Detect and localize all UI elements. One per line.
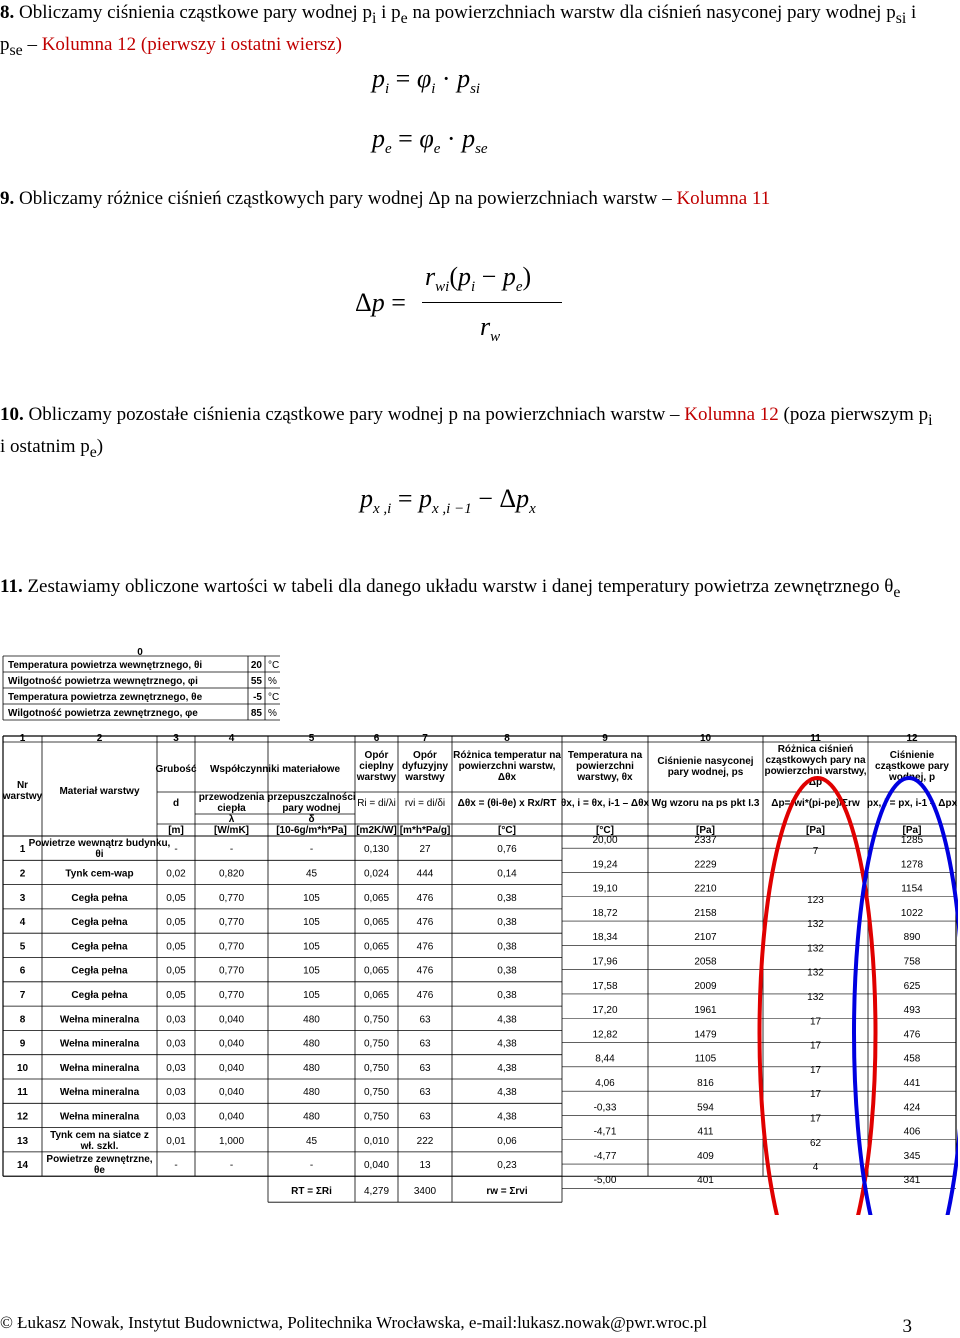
row-number: 5 [19,941,26,953]
unit-c1: [°C] [498,825,516,836]
cell-theta: 20,00 [592,835,618,846]
cell-dtheta: 0,38 [497,892,517,904]
cell-d: 0,05 [166,965,186,977]
cell-delta: 105 [303,989,320,1001]
cell-lambda: 0,820 [218,868,245,880]
equation-numerator: $r_{wi}(p_i - p_e)$ [425,262,532,296]
column-number: 4 [228,733,235,744]
cell-d: - [174,1160,178,1172]
cell-p: 341 [903,1175,921,1187]
cell-p: 493 [903,1005,921,1017]
cell-r: 0,750 [363,1062,390,1074]
cell-rv: 476 [416,989,434,1001]
total-rt-value: 4,279 [363,1186,390,1198]
header-grubosc: Grubość [155,764,197,775]
row-number: 14 [16,1160,29,1172]
header-opor-cieplny: cieplny [359,761,394,772]
cell-theta: -0,33 [593,1102,617,1114]
cell-dtheta: 4,38 [497,1038,517,1050]
total-rw-label: rw = Σrvi [486,1186,528,1198]
section-number: 9. [0,188,15,209]
unit-pa1: [Pa] [696,825,715,836]
cell-ps: 1479 [694,1029,717,1041]
cell-d: 0,03 [166,1111,186,1123]
column-number: 12 [906,733,918,744]
cell-d: 0,03 [166,1038,186,1050]
cell-delta: 480 [303,1111,320,1123]
cell-theta: 17,96 [592,956,618,968]
param-value: 20 [250,660,262,671]
header-nr: warstwy [2,791,43,802]
column-number: 9 [602,733,608,744]
cell-p: 345 [903,1150,921,1162]
header-d: d [172,798,180,809]
cell-p: 758 [903,956,921,968]
cell-delta: 105 [303,965,320,977]
material-name: Wełna mineralna [59,1062,140,1074]
cell-ps: 401 [697,1175,714,1187]
column-number: 11 [810,733,821,744]
cell-rv: 13 [419,1160,431,1172]
cell-r: 0,750 [363,1038,390,1050]
cell-dtheta: 4,38 [497,1111,517,1123]
cell-rv: 444 [416,868,434,880]
subscript: e [893,583,901,601]
cell-dp: 132 [807,967,824,979]
row-number: 3 [19,892,26,904]
cell-lambda: 0,040 [218,1087,245,1099]
cell-theta: 17,20 [592,1005,618,1017]
header-opor-dyf: Opór [413,750,437,761]
header-wg-formula: Wg wzoru na ps pkt I.3 [651,798,760,809]
column-reference: Kolumna 12 [684,404,779,425]
header-roznica-temp: powierzchni warstw, [458,761,556,772]
cell-p: 625 [903,980,921,992]
cell-r: 0,130 [363,844,390,856]
cell-d: 0,05 [166,892,186,904]
param-value: 85 [250,708,262,719]
cell-rv: 476 [416,892,434,904]
cell-theta: 19,24 [592,859,618,871]
cell-delta: 480 [303,1014,320,1026]
cell-r: 0,065 [363,989,390,1001]
material-name: Cegła pełna [71,941,128,953]
param-unit: °C [268,692,280,703]
cell-delta: - [309,844,314,856]
section-text: ) [96,435,104,457]
unit-pa2: [Pa] [806,825,825,836]
section-10 [0,402,940,466]
cell-lambda: 0,770 [218,917,245,929]
header-przewodzenie: przewodzenia [198,792,265,803]
section-text: i p [376,2,401,23]
cell-theta: -4,71 [593,1126,617,1138]
cell-delta: - [309,1160,314,1172]
row-number: 12 [16,1111,29,1123]
cell-theta: -5,00 [593,1175,617,1187]
cell-theta: -4,77 [593,1150,617,1162]
cell-delta: 480 [303,1038,320,1050]
fraction-bar [422,302,562,303]
header-cisnienie-cz: Ciśnienie [889,750,935,761]
header-nr: Nr [16,780,29,791]
footer: © Łukasz Nowak, Instytut Budownictwa, Politechnika Wrocławska, e-mail:lukasz.nowak@pwr.wroc.pl [0,1313,707,1332]
cell-r: 0,065 [363,941,390,953]
section-number: 10. [0,404,24,425]
page-number: 3 [902,1316,912,1337]
section-text: (poza pierwszym p [778,404,929,425]
cell-rv: 63 [419,1062,431,1074]
cell-dtheta: 4,38 [497,1087,517,1099]
equation-delta-p: Δp = [355,288,406,317]
material-name: Wełna mineralna [59,1111,140,1123]
cell-r: 0,750 [363,1111,390,1123]
cell-p: 1022 [900,907,924,919]
param-value: -5 [253,692,262,703]
header-wspolczynniki: Współczynniki materiałowe [209,764,341,775]
material-name: Cegła pełna [71,989,128,1001]
equation-pi: $p_i = \varphi_i \cdot p_{si}$ [372,64,481,98]
cell-p: 476 [903,1029,921,1041]
section-8 [0,0,940,64]
tables-svg [0,648,958,1215]
cell-ps: 2337 [694,835,717,846]
cell-p: 424 [903,1102,921,1114]
cell-p: 1285 [900,835,924,846]
equation-pe: $p_e = \varphi_e \cdot p_{se}$ [372,124,488,158]
cell-theta: 18,72 [592,907,618,919]
header-lambda: λ [228,814,235,825]
header-cisnienie-cz: cząstkowe pary [875,761,949,772]
material-name: Powietrze wewnątrz budynku, [28,838,171,850]
header-opor-dyf: dyfuzyjny [401,761,449,772]
header-dp-formula: Δp=rwi*(pi-pe)/Σrw [771,798,860,809]
cell-ps: 2229 [694,859,717,871]
subscript: e [89,443,97,461]
material-name: θe [94,1165,105,1177]
cell-dtheta: 0,38 [497,989,517,1001]
section-9 [0,186,940,212]
column-number: 3 [173,733,179,744]
cell-delta: 105 [303,917,320,929]
cell-dp: 132 [807,919,824,931]
cell-dp: 132 [807,943,824,955]
cell-delta: 105 [303,941,320,953]
row-number: 6 [19,965,26,977]
cell-ps: 1961 [694,1005,717,1017]
section-text: Obliczamy pozostałe ciśnienia cząstkowe pary wodnej p na powierzchniach warstw – [28,404,685,425]
column-number: 2 [96,733,103,744]
material-name: Tynk cem-wap [65,868,134,880]
cell-theta: 4,06 [595,1078,615,1089]
column-number: 7 [422,733,428,744]
header-delta: δ [308,814,315,825]
row-number: 4 [19,917,26,929]
section-text: Obliczamy ciśnienia cząstkowe pary wodnej p [19,2,372,23]
cell-dp: 132 [807,991,824,1003]
row-number: 9 [19,1038,26,1050]
cell-d: - [174,844,178,856]
material-name: Wełna mineralna [59,1038,140,1050]
cell-lambda: 1,000 [218,1135,245,1147]
cell-dtheta: 0,38 [497,941,517,953]
column-number: 1 [19,733,26,744]
cell-d: 0,05 [166,989,186,1001]
cell-p: 406 [903,1126,921,1138]
header-temp-pow: powierzchni [576,761,634,772]
row-number: 10 [16,1062,29,1074]
unit-delta: [10-6g/m*h*Pa] [276,825,347,836]
cell-d: 0,03 [166,1062,186,1074]
header-przepuszczalnosc: pary wodnej [282,803,341,814]
unit-r: [m2K/W] [356,825,397,836]
section-number: 11. [0,576,23,597]
cell-dtheta: 0,76 [497,844,517,856]
param-unit: % [268,676,277,687]
cell-r: 0,024 [363,868,390,880]
cell-rv: 63 [419,1038,431,1050]
cell-ps: 2158 [694,907,717,919]
cell-dtheta: 0,06 [497,1135,517,1147]
section-text: Obliczamy różnice ciśnień cząstkowych pary wodnej Δp na powierzchniach warstw – [19,188,677,209]
cell-ps: 2058 [694,956,717,968]
cell-d: 0,01 [166,1135,186,1147]
param-label: Temperatura powietrza wewnętrznego, θi [8,660,203,671]
cell-dp: 17 [809,1064,822,1076]
cell-p: 1278 [900,859,924,871]
material-name: θi [95,849,104,861]
cell-dtheta: 4,38 [497,1062,517,1074]
column-number: 5 [308,733,315,744]
cell-rv: 476 [416,965,434,977]
row-number: 2 [19,868,26,880]
material-name: Tynk cem na siatce z [50,1129,149,1141]
header-theta-formula: θx, i = θx, i-1 – Δθx [560,798,650,809]
cell-dtheta: 4,38 [497,1014,517,1026]
cell-dtheta: 0,14 [497,868,517,880]
param-label: Wilgotność powietrza wewnętrznego, φi [8,676,198,687]
section-text: i p [0,2,917,55]
cell-delta: 45 [305,1135,318,1147]
section-text: na powierzchniach warstw dla ciśnień nasyconej pary wodnej p [407,2,896,23]
cell-rv: 63 [419,1087,431,1099]
param-value: 55 [250,676,262,687]
section-11 [0,574,940,606]
subscript: se [9,41,23,59]
header-przewodzenie: ciepła [217,803,246,814]
row-number: 8 [19,1014,26,1026]
material-name: Cegła pełna [71,917,128,929]
cell-d: 0,03 [166,1014,186,1026]
cell-lambda: 0,040 [218,1038,245,1050]
header-roznica-cisn: powierzchni warstwy, [764,766,867,777]
cell-dtheta: 0,38 [497,917,517,929]
header-opor-dyf: warstwy [405,772,445,783]
subscript: i [928,411,933,429]
unit-rv: [m*h*Pa/g] [399,825,451,836]
cell-ps: 2009 [694,980,717,992]
cell-lambda: 0,770 [218,892,245,904]
cell-delta: 45 [305,868,318,880]
header-roznica-cisn: Δp [808,777,823,788]
material-name: Powietrze zewnętrzne, [46,1154,153,1166]
header-material: Materiał warstwy [59,786,140,797]
cell-lambda: - [229,844,234,856]
section-text: Zestawiamy obliczone wartości w tabeli dla danego układu warstw i danej temperatury powietrza zewnętrznego θ [27,576,894,597]
subscript: si [895,9,907,27]
param-header: 0 [137,648,143,658]
cell-dp: 17 [809,1089,822,1101]
header-roznica-cisn: cząstkowych pary na [765,755,866,766]
header-dtheta-formula: Δθx = (θi-θe) x Rx/RT [457,798,557,809]
material-name: Wełna mineralna [59,1087,140,1099]
cell-rv: 63 [419,1111,431,1123]
cell-r: 0,040 [363,1160,390,1172]
cell-dp: 7 [812,846,819,858]
row-number: 7 [19,989,26,1001]
cell-rv: 63 [419,1014,431,1026]
cell-lambda: 0,770 [218,989,245,1001]
unit-d: [m] [168,825,184,836]
cell-ps: 411 [697,1126,714,1138]
cell-d: 0,05 [166,917,186,929]
cell-p: 1154 [901,883,923,895]
row-number: 13 [16,1135,29,1147]
cell-d: 0,02 [166,868,186,880]
equation-denominator: $r_w$ [480,312,501,346]
cell-r: 0,010 [363,1135,390,1147]
material-name: Wełna mineralna [59,1014,140,1026]
cell-theta: 19,10 [592,883,618,895]
header-temp-pow: warstwy, θx [577,772,633,783]
header-przepuszczalnosc: przepuszczalności [267,792,356,803]
unit-pa3: [Pa] [902,825,922,836]
cell-lambda: 0,770 [218,965,245,977]
header-rvi-formula: rvi = di/δi [404,798,446,809]
cell-rv: 222 [416,1135,434,1147]
section-number: 8. [0,2,15,23]
cell-dp: 17 [809,1113,822,1125]
cell-ps: 409 [697,1150,714,1162]
cell-dtheta: 0,38 [497,965,517,977]
cell-theta: 18,34 [592,932,618,944]
column-number: 10 [699,733,712,744]
cell-delta: 480 [303,1062,320,1074]
section-text: i ostatnim p [0,435,90,457]
column-number: 8 [504,733,510,744]
cell-lambda: - [229,1160,234,1172]
row-number: 11 [17,1087,28,1099]
header-roznica-temp: Δθx [497,772,517,783]
cell-rv: 27 [419,844,431,856]
cell-dp: 4 [812,1162,819,1174]
cell-ps: 2107 [694,932,717,944]
header-opor-cieplny: warstwy [356,772,397,783]
column-number: 6 [373,733,380,744]
cell-d: 0,03 [166,1087,186,1099]
header-cisnienie-cz: wodnej, p [888,772,936,783]
column-reference: Kolumna 12 (pierwszy i ostatni wiersz) [41,33,342,55]
material-name: wł. szkl. [80,1140,119,1152]
param-label: Temperatura powietrza zewnętrznego, θe [8,692,203,703]
cell-rv: 476 [416,917,434,929]
cell-dtheta: 0,23 [497,1160,517,1172]
param-unit: °C [268,660,280,671]
cell-ps: 1105 [694,1053,717,1065]
header-roznica-temp: Różnica temperatur na [453,750,561,761]
cell-theta: 8,44 [595,1053,615,1065]
cell-r: 0,750 [363,1087,390,1099]
header-cisnienie-nas: Ciśnienie nasyconej [657,756,754,767]
calculation-tables [0,648,958,1215]
header-temp-pow: Temperatura na [567,750,643,761]
cell-lambda: 0,770 [218,941,245,953]
row-number: 1 [19,844,26,856]
cell-lambda: 0,040 [218,1014,245,1026]
cell-ps: 2210 [694,883,717,895]
cell-p: 890 [903,932,921,944]
cell-r: 0,065 [363,892,390,904]
header-p-formula: px, i = px, i-1 – Δpx [866,798,958,809]
material-name: Cegła pełna [71,965,128,977]
header-opor-cieplny: Opór [364,750,389,761]
cell-rv: 476 [416,941,434,953]
cell-ps: 594 [697,1102,714,1114]
subscript: e [400,9,408,27]
cell-delta: 480 [303,1087,320,1099]
subscript: i [371,9,377,27]
cell-theta: 12,82 [592,1029,618,1041]
cell-d: 0,05 [166,941,186,953]
material-name: Cegła pełna [71,892,128,904]
cell-ps: 816 [697,1078,714,1089]
cell-r: 0,065 [363,917,390,929]
cell-lambda: 0,040 [218,1062,245,1074]
cell-r: 0,065 [363,965,390,977]
param-label: Wilgotność powietrza zewnętrznego, φe [8,708,198,719]
header-roznica-cisn: Różnica ciśnień [777,744,854,755]
cell-dp: 62 [809,1137,822,1149]
cell-dp: 17 [809,1040,822,1052]
cell-p: 441 [903,1078,921,1089]
cell-dp: 17 [809,1016,822,1028]
param-unit: % [268,708,277,719]
total-rv-value: 3400 [413,1186,437,1198]
cell-r: 0,750 [363,1014,390,1026]
column-reference: Kolumna 11 [676,188,771,209]
total-rt-label: RT = ΣRi [291,1186,332,1198]
cell-dp: 123 [807,894,824,906]
unit-c2: [°C] [596,825,614,836]
cell-theta: 17,58 [592,980,618,992]
unit-lambda: [W/mK] [214,825,249,836]
cell-lambda: 0,040 [218,1111,245,1123]
section-text: – [22,33,42,55]
header-cisnienie-nas: pary wodnej, ps [667,767,744,778]
header-ri-formula: Ri = di/λi [357,798,396,809]
equation-px: $p_{x ,i} = p_{x ,i -1} - \Delta p_x$ [360,484,536,518]
cell-p: 458 [903,1053,921,1065]
cell-delta: 105 [303,892,320,904]
